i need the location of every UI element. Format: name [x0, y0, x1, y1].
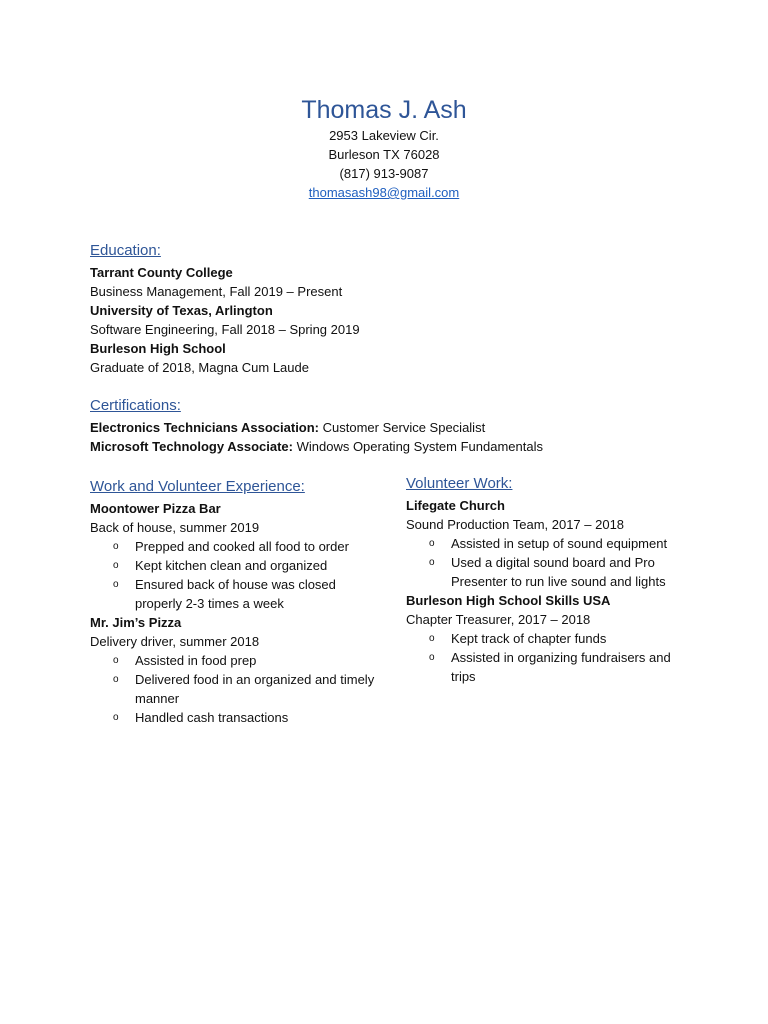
list-item	[406, 629, 688, 648]
bullet-marker: o	[113, 712, 119, 723]
employer-name: Moontower Pizza Bar	[90, 501, 221, 516]
volunteer-duties-list	[406, 629, 688, 686]
city-state-zip: Burleson TX 76028	[328, 147, 440, 162]
education-heading: Education:	[90, 242, 161, 259]
volunteer-duties-list	[406, 534, 688, 591]
work-heading: Work and Volunteer Experience:	[90, 478, 305, 495]
list-item	[90, 556, 382, 575]
street-address: 2953 Lakeview Cir.	[329, 128, 439, 143]
duty-text: Handled cash transactions	[135, 710, 289, 725]
school-name: Burleson High School	[90, 341, 226, 356]
duty-text: Assisted in organizing fundraisers and trips	[451, 650, 671, 684]
duty-text: Kept track of chapter funds	[451, 631, 607, 646]
organization-name: Burleson High School Skills USA	[406, 593, 611, 608]
list-item	[90, 670, 382, 708]
certifications-section	[90, 395, 543, 456]
certification-item	[90, 418, 543, 437]
email-link[interactable]: thomasash98@gmail.com	[308, 185, 460, 200]
bullet-marker: o	[429, 557, 435, 568]
duty-text: Ensured back of house was closed properly 2-3 times a week	[135, 577, 336, 611]
job-role: Delivery driver, summer 2018	[90, 634, 260, 649]
bullet-marker: o	[429, 633, 435, 644]
list-item	[90, 537, 382, 556]
bullet-marker: o	[113, 541, 119, 552]
bullet-marker: o	[429, 652, 435, 663]
resume-header	[0, 94, 768, 202]
school-name: Tarrant County College	[90, 265, 233, 280]
education-section	[90, 240, 360, 377]
bullet-marker: o	[113, 579, 119, 590]
bullet-marker: o	[113, 674, 119, 685]
school-detail: Software Engineering, Fall 2018 – Spring 2019	[90, 322, 360, 337]
volunteer-section	[406, 473, 688, 686]
volunteer-role: Chapter Treasurer, 2017 – 2018	[406, 612, 591, 627]
duty-text: Assisted in setup of sound equipment	[451, 536, 668, 551]
list-item	[406, 534, 688, 553]
job-duties-list	[90, 537, 382, 613]
duty-text: Kept kitchen clean and organized	[135, 558, 328, 573]
phone-number: (817) 913-9087	[339, 166, 429, 181]
organization-name: Lifegate Church	[406, 498, 505, 513]
certification-label: Microsoft Technology Associate:	[90, 439, 293, 454]
certification-label: Electronics Technicians Association:	[90, 420, 320, 435]
duty-text: Assisted in food prep	[135, 653, 257, 668]
school-detail: Graduate of 2018, Magna Cum Laude	[90, 360, 309, 375]
school-name: University of Texas, Arlington	[90, 303, 273, 318]
bullet-marker: o	[429, 538, 435, 549]
bullet-marker: o	[113, 655, 119, 666]
duty-text: Used a digital sound board and Pro Presenter to run live sound and lights	[451, 555, 666, 589]
certification-value: Windows Operating System Fundamentals	[292, 439, 543, 454]
employer-name: Mr. Jim’s Pizza	[90, 615, 182, 630]
volunteer-heading: Volunteer Work:	[406, 475, 513, 492]
list-item	[406, 553, 688, 591]
list-item	[90, 708, 382, 727]
certification-item	[90, 437, 543, 456]
list-item	[90, 575, 382, 613]
list-item	[406, 648, 688, 686]
certification-value: Customer Service Specialist	[319, 420, 486, 435]
duty-text: Prepped and cooked all food to order	[135, 539, 349, 554]
list-item	[90, 651, 382, 670]
certifications-heading: Certifications:	[90, 397, 181, 414]
duty-text: Delivered food in an organized and timely manner	[135, 672, 375, 706]
applicant-name: Thomas J. Ash	[301, 96, 467, 124]
volunteer-role: Sound Production Team, 2017 – 2018	[406, 517, 625, 532]
bullet-marker: o	[113, 560, 119, 571]
job-role: Back of house, summer 2019	[90, 520, 260, 535]
job-duties-list	[90, 651, 382, 727]
work-experience-section	[90, 476, 382, 727]
school-detail: Business Management, Fall 2019 – Present	[90, 284, 343, 299]
